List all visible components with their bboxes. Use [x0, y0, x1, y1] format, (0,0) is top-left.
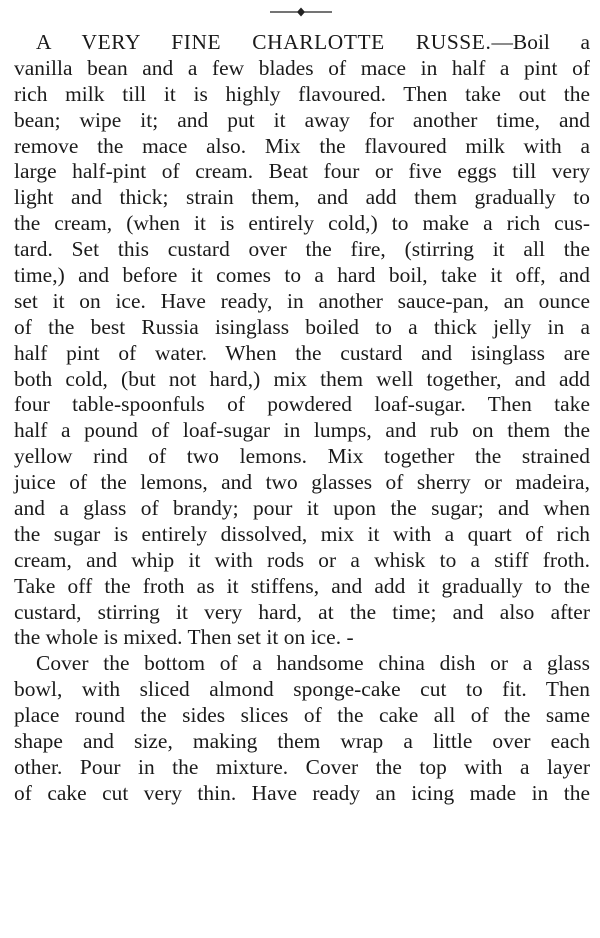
- paragraph1-line-14: both cold, (but not hard,) mix them well together, and add: [14, 366, 590, 391]
- paragraph1-line-6: large half-pint of cream. Beat four or five eggs till very: [14, 159, 590, 184]
- recipe-text: [14, 30, 590, 807]
- paragraph1-line-16: half a pound of loaf-sugar in lumps, and rub on them the: [14, 418, 590, 443]
- paragraph1-line-21: cream, and whip it with rods or a whisk to a stiff froth.: [14, 547, 590, 572]
- paragraph1-line-3: rich milk till it is highly flavoured. Then take out the: [14, 81, 590, 106]
- paragraph1-line-18: juice of the lemons, and two glasses of sherry or madeira,: [14, 470, 590, 495]
- paragraph1-line-1: —Boil a: [491, 30, 590, 54]
- paragraph1-line-15: four table-spoonfuls of powdered loaf-sugar. Then take: [14, 392, 590, 417]
- paragraph2-line-1: Cover the bottom of a handsome china dish or a glass: [36, 651, 590, 676]
- paragraph1-line-7: light and thick; strain them, and add them gradually to: [14, 185, 590, 210]
- paragraph2-line-5: other. Pour in the mixture. Cover the top with a layer: [14, 754, 590, 779]
- paragraph2-line-2: bowl, with sliced almond sponge-cake cut to fit. Then: [14, 677, 590, 702]
- paragraph1-line-11: set it on ice. Have ready, in another sauce-pan, an ounce: [14, 288, 590, 313]
- paragraph1-line-8: the cream, (when it is entirely cold,) to make a rich cus-: [14, 211, 590, 236]
- paragraph1-line-19: and a glass of brandy; pour it upon the sugar; and when: [14, 496, 590, 521]
- recipe-title-line: [14, 30, 590, 56]
- section-divider-ornament: [270, 6, 332, 18]
- paragraph1-line-20: the sugar is entirely dissolved, mix it with a quart of rich: [14, 521, 590, 546]
- paragraph1-line-13: half pint of water. When the custard and isinglass are: [14, 340, 590, 365]
- paragraph1-line-9: tard. Set this custard over the fire, (stirring it all the: [14, 237, 590, 262]
- paragraph1-line-2: vanilla bean and a few blades of mace in half a pint of: [14, 55, 590, 80]
- paragraph1-line-5: remove the mace also. Mix the flavoured milk with a: [14, 133, 590, 158]
- paragraph1-line-17: yellow rind of two lemons. Mix together the strained: [14, 444, 590, 469]
- paragraph1-line-24: the whole is mixed. Then set it on ice. -: [14, 625, 354, 650]
- paragraph2-line-4: shape and size, making them wrap a little over each: [14, 729, 590, 754]
- paragraph1-line-23: custard, stirring it very hard, at the time; and also after: [14, 599, 590, 624]
- paragraph2-line-3: place round the sides slices of the cake all of the same: [14, 703, 590, 728]
- paragraph2-line-6: of cake cut very thin. Have ready an icing made in the: [14, 780, 590, 805]
- recipe-title: A VERY FINE CHARLOTTE RUSSE.: [36, 30, 492, 54]
- paragraph1-line-4: bean; wipe it; and put it away for another time, and: [14, 107, 590, 132]
- paragraph1-line-12: of the best Russia isinglass boiled to a thick jelly in a: [14, 314, 590, 339]
- paragraph1-line-10: time,) and before it comes to a hard boil, take it off, and: [14, 263, 590, 288]
- paragraph1-line-22: Take off the froth as it stiffens, and add it gradually to the: [14, 573, 590, 598]
